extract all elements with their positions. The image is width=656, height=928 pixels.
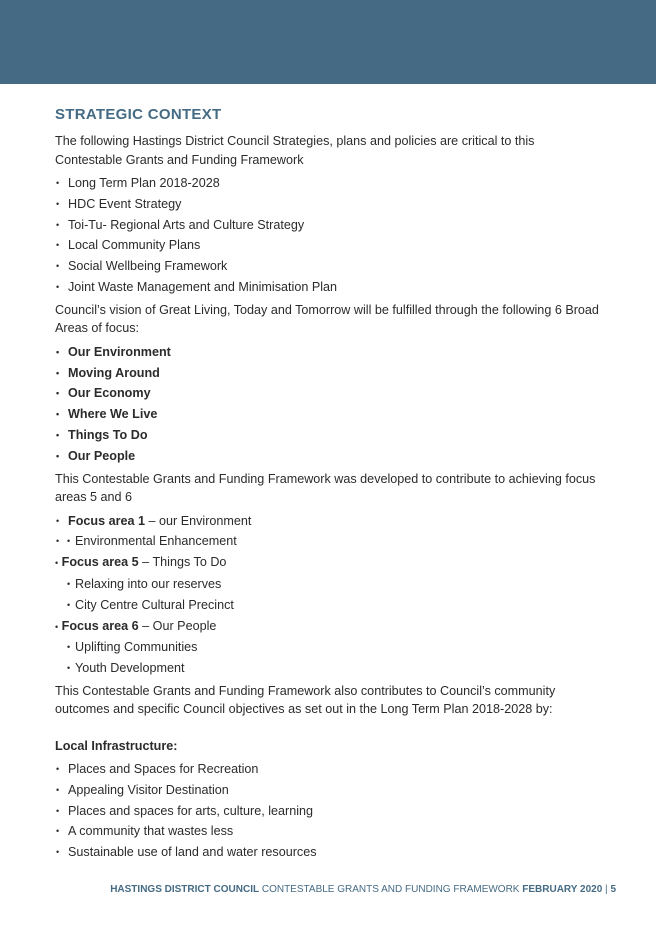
focus-sub-label: City Centre Cultural Precinct [75,597,234,612]
list-item: • Appealing Visitor Destination [55,780,605,801]
focus-name: – Things To Do [138,555,227,570]
footer-sep: | [602,884,611,895]
page-number: 5 [610,884,616,895]
page-content [55,104,605,866]
developed-paragraph: This Contestable Grants and Funding Framework was developed to contribute to achieving focus areas 5 and 6 [55,471,596,505]
header-band [0,0,656,84]
focus-label: Focus area 6 [61,618,139,633]
focus-sub-label: Relaxing into our reserves [75,576,222,591]
focus-sub-label: Environmental Enhancement [75,534,237,549]
list-item: • Places and Spaces for Recreation [55,759,605,780]
infrastructure-list [55,759,605,863]
list-item: • Moving Around [55,363,605,384]
list-item: • Sustainable use of land and water resources [55,842,605,863]
contributes-paragraph: This Contestable Grants and Funding Framework also contributes to Council’s community outcomes and specific Council objectives as set out in the Long Term Plan 2018-2028 by: [55,683,556,717]
focus-sub-item: • Uplifting Communities [67,640,198,655]
focus-detail-item [55,511,605,532]
list-item: • Our People [55,446,605,467]
focus-details-list [55,511,605,679]
focus-areas-list [55,342,605,467]
page-title: STRATEGIC CONTEXT [55,106,222,123]
page-footer [110,884,616,895]
focus-detail-item: • Focus area 6 – Our People [55,618,217,633]
focus-label: Focus area 5 [61,555,139,570]
list-item: • Joint Waste Management and Minimisation Plan [55,277,605,298]
footer-doc: CONTESTABLE GRANTS AND FUNDING FRAMEWORK [259,884,523,895]
infrastructure-heading: Local Infrastructure: [55,738,178,753]
intro-paragraph: The following Hastings District Council Strategies, plans and policies are critical to this Contestable Grants and Funding Framework [55,134,535,167]
focus-name: – our Environment [145,513,252,528]
list-item: • Our Economy [55,383,605,404]
list-item: • Places and spaces for arts, culture, learning [55,801,605,822]
focus-sub-item: • Relaxing into our reserves [67,576,222,591]
footer-date: FEBRUARY 2020 [522,884,603,895]
strategies-list [55,173,605,298]
focus-sub-label: Youth Development [75,661,185,676]
list-item: • HDC Event Strategy [55,194,605,215]
list-item: • Social Wellbeing Framework [55,256,605,277]
focus-sub-item: • Youth Development [67,661,185,676]
footer-org: HASTINGS DISTRICT COUNCIL [110,884,260,895]
list-item: • Toi-Tu- Regional Arts and Culture Strategy [55,215,605,236]
focus-label: Focus area 1 [68,513,146,528]
focus-detail-item: • Focus area 5 – Things To Do [55,555,227,570]
list-item: • Where We Live [55,404,605,425]
list-item: • Local Community Plans [55,235,605,256]
list-item: • Our Environment [55,342,605,363]
list-item: • A community that wastes less [55,821,605,842]
focus-sub-label: Uplifting Communities [75,640,198,655]
vision-paragraph: Council’s vision of Great Living, Today and Tomorrow will be fulfilled through the following 6 Broad Areas of focus: [55,302,599,336]
focus-sub-item: • • Environmental Enhancement [55,531,605,552]
focus-name: – Our People [138,618,217,633]
list-item: • Things To Do [55,425,605,446]
list-item: • Long Term Plan 2018-2028 [55,173,605,194]
focus-sub-item: • City Centre Cultural Precinct [67,597,234,612]
